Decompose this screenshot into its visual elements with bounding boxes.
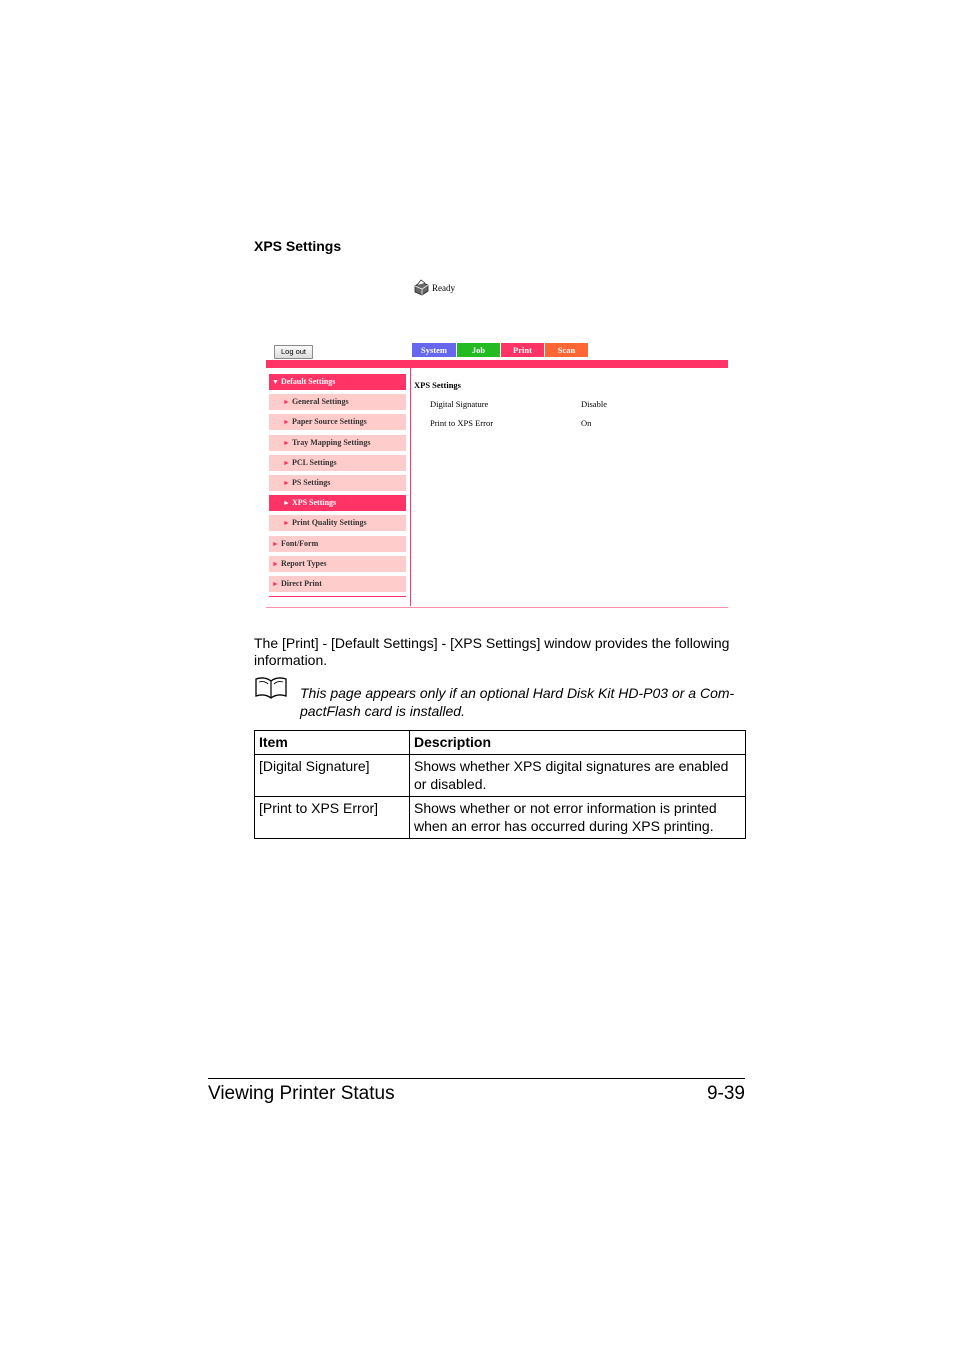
triangle-right-icon: ► — [283, 499, 290, 508]
triangle-right-icon: ► — [283, 438, 290, 447]
tab-print[interactable]: Print — [501, 343, 544, 357]
tab-bar — [412, 343, 588, 357]
nav-label: XPS Settings — [291, 498, 337, 508]
nav-label: Tray Mapping Settings — [291, 437, 371, 447]
nav-label: Report Types — [280, 558, 327, 568]
table-cell: Shows whether XPS digital signatures are enabled or disabled. — [410, 755, 746, 797]
table-row — [255, 755, 746, 797]
footer-title: Viewing Printer Status — [208, 1083, 395, 1104]
nav-label: General Settings — [291, 397, 349, 407]
setting-label: Print to XPS Error — [430, 418, 494, 428]
triangle-right-icon: ► — [283, 519, 290, 528]
nav-label: Direct Print — [280, 578, 322, 588]
nav-paper-source-settings[interactable] — [269, 414, 406, 430]
nav-ps-settings[interactable] — [269, 475, 406, 491]
table-cell: Shows whether or not error information is printed when an error has occurred during XPS printing. — [410, 797, 746, 839]
triangle-right-icon: ► — [283, 418, 290, 427]
triangle-right-icon: ► — [283, 478, 290, 487]
table-header-cell: Item — [255, 731, 410, 755]
settings-panel — [414, 380, 724, 437]
note-text: This page appears only if an optional Hard Disk Kit HD-P03 or a Com-pactFlash card is installed. — [300, 685, 735, 719]
nav-pcl-settings[interactable] — [269, 455, 406, 471]
nav-label: Print Quality Settings — [291, 518, 367, 528]
table-cell: [Print to XPS Error] — [255, 797, 410, 839]
nav-print-quality-settings[interactable] — [269, 515, 406, 531]
table-header-row — [255, 731, 746, 755]
description-paragraph: The [Print] - [Default Settings] - [XPS Settings] window provides the following information. — [254, 635, 730, 668]
footer-rule — [208, 1078, 745, 1079]
nav-font-form[interactable] — [269, 536, 406, 552]
tab-system[interactable]: System — [412, 343, 456, 357]
nav-report-types[interactable] — [269, 556, 406, 572]
triangle-right-icon: ► — [283, 458, 290, 467]
nav-tray-mapping-settings[interactable] — [269, 435, 406, 451]
status-text: Ready — [432, 283, 455, 293]
setting-label: Digital Signature — [430, 399, 489, 409]
nav-label: Font/Form — [280, 538, 319, 548]
tab-job[interactable]: Job — [457, 343, 500, 357]
nav-direct-print[interactable] — [269, 576, 406, 592]
table-row — [255, 797, 746, 839]
printer-icon — [412, 279, 430, 297]
logout-button[interactable]: Log out — [274, 345, 313, 359]
printer-status — [412, 278, 455, 298]
table-header-cell: Description — [410, 731, 746, 755]
sidebar-divider — [410, 368, 411, 606]
header-bar — [266, 360, 728, 368]
bottom-divider — [266, 607, 728, 608]
setting-row — [414, 418, 724, 437]
nav-label: PS Settings — [291, 477, 331, 487]
nav-label: PCL Settings — [291, 457, 337, 467]
nav-default-settings[interactable] — [269, 374, 406, 390]
setting-value: On — [581, 418, 592, 428]
triangle-right-icon: ► — [272, 539, 279, 548]
tab-scan[interactable]: Scan — [545, 343, 588, 357]
info-table — [254, 730, 746, 839]
setting-value: Disable — [581, 399, 607, 409]
book-icon — [254, 676, 288, 700]
nav-xps-settings[interactable] — [269, 495, 406, 511]
sidebar-nav — [269, 374, 406, 597]
table-cell: [Digital Signature] — [255, 755, 410, 797]
triangle-down-icon: ▼ — [272, 378, 279, 386]
nav-end-line — [269, 596, 406, 597]
nav-general-settings[interactable] — [269, 394, 406, 410]
panel-title: XPS Settings — [414, 380, 461, 390]
setting-row — [414, 399, 724, 418]
triangle-right-icon: ► — [272, 559, 279, 568]
page-number: 9-39 — [706, 1083, 745, 1104]
triangle-right-icon: ► — [272, 579, 279, 588]
nav-label: Default Settings — [280, 377, 336, 386]
triangle-right-icon: ► — [283, 398, 290, 407]
web-ui-screenshot — [264, 276, 730, 612]
nav-label: Paper Source Settings — [291, 417, 367, 427]
section-title: XPS Settings — [254, 238, 342, 254]
